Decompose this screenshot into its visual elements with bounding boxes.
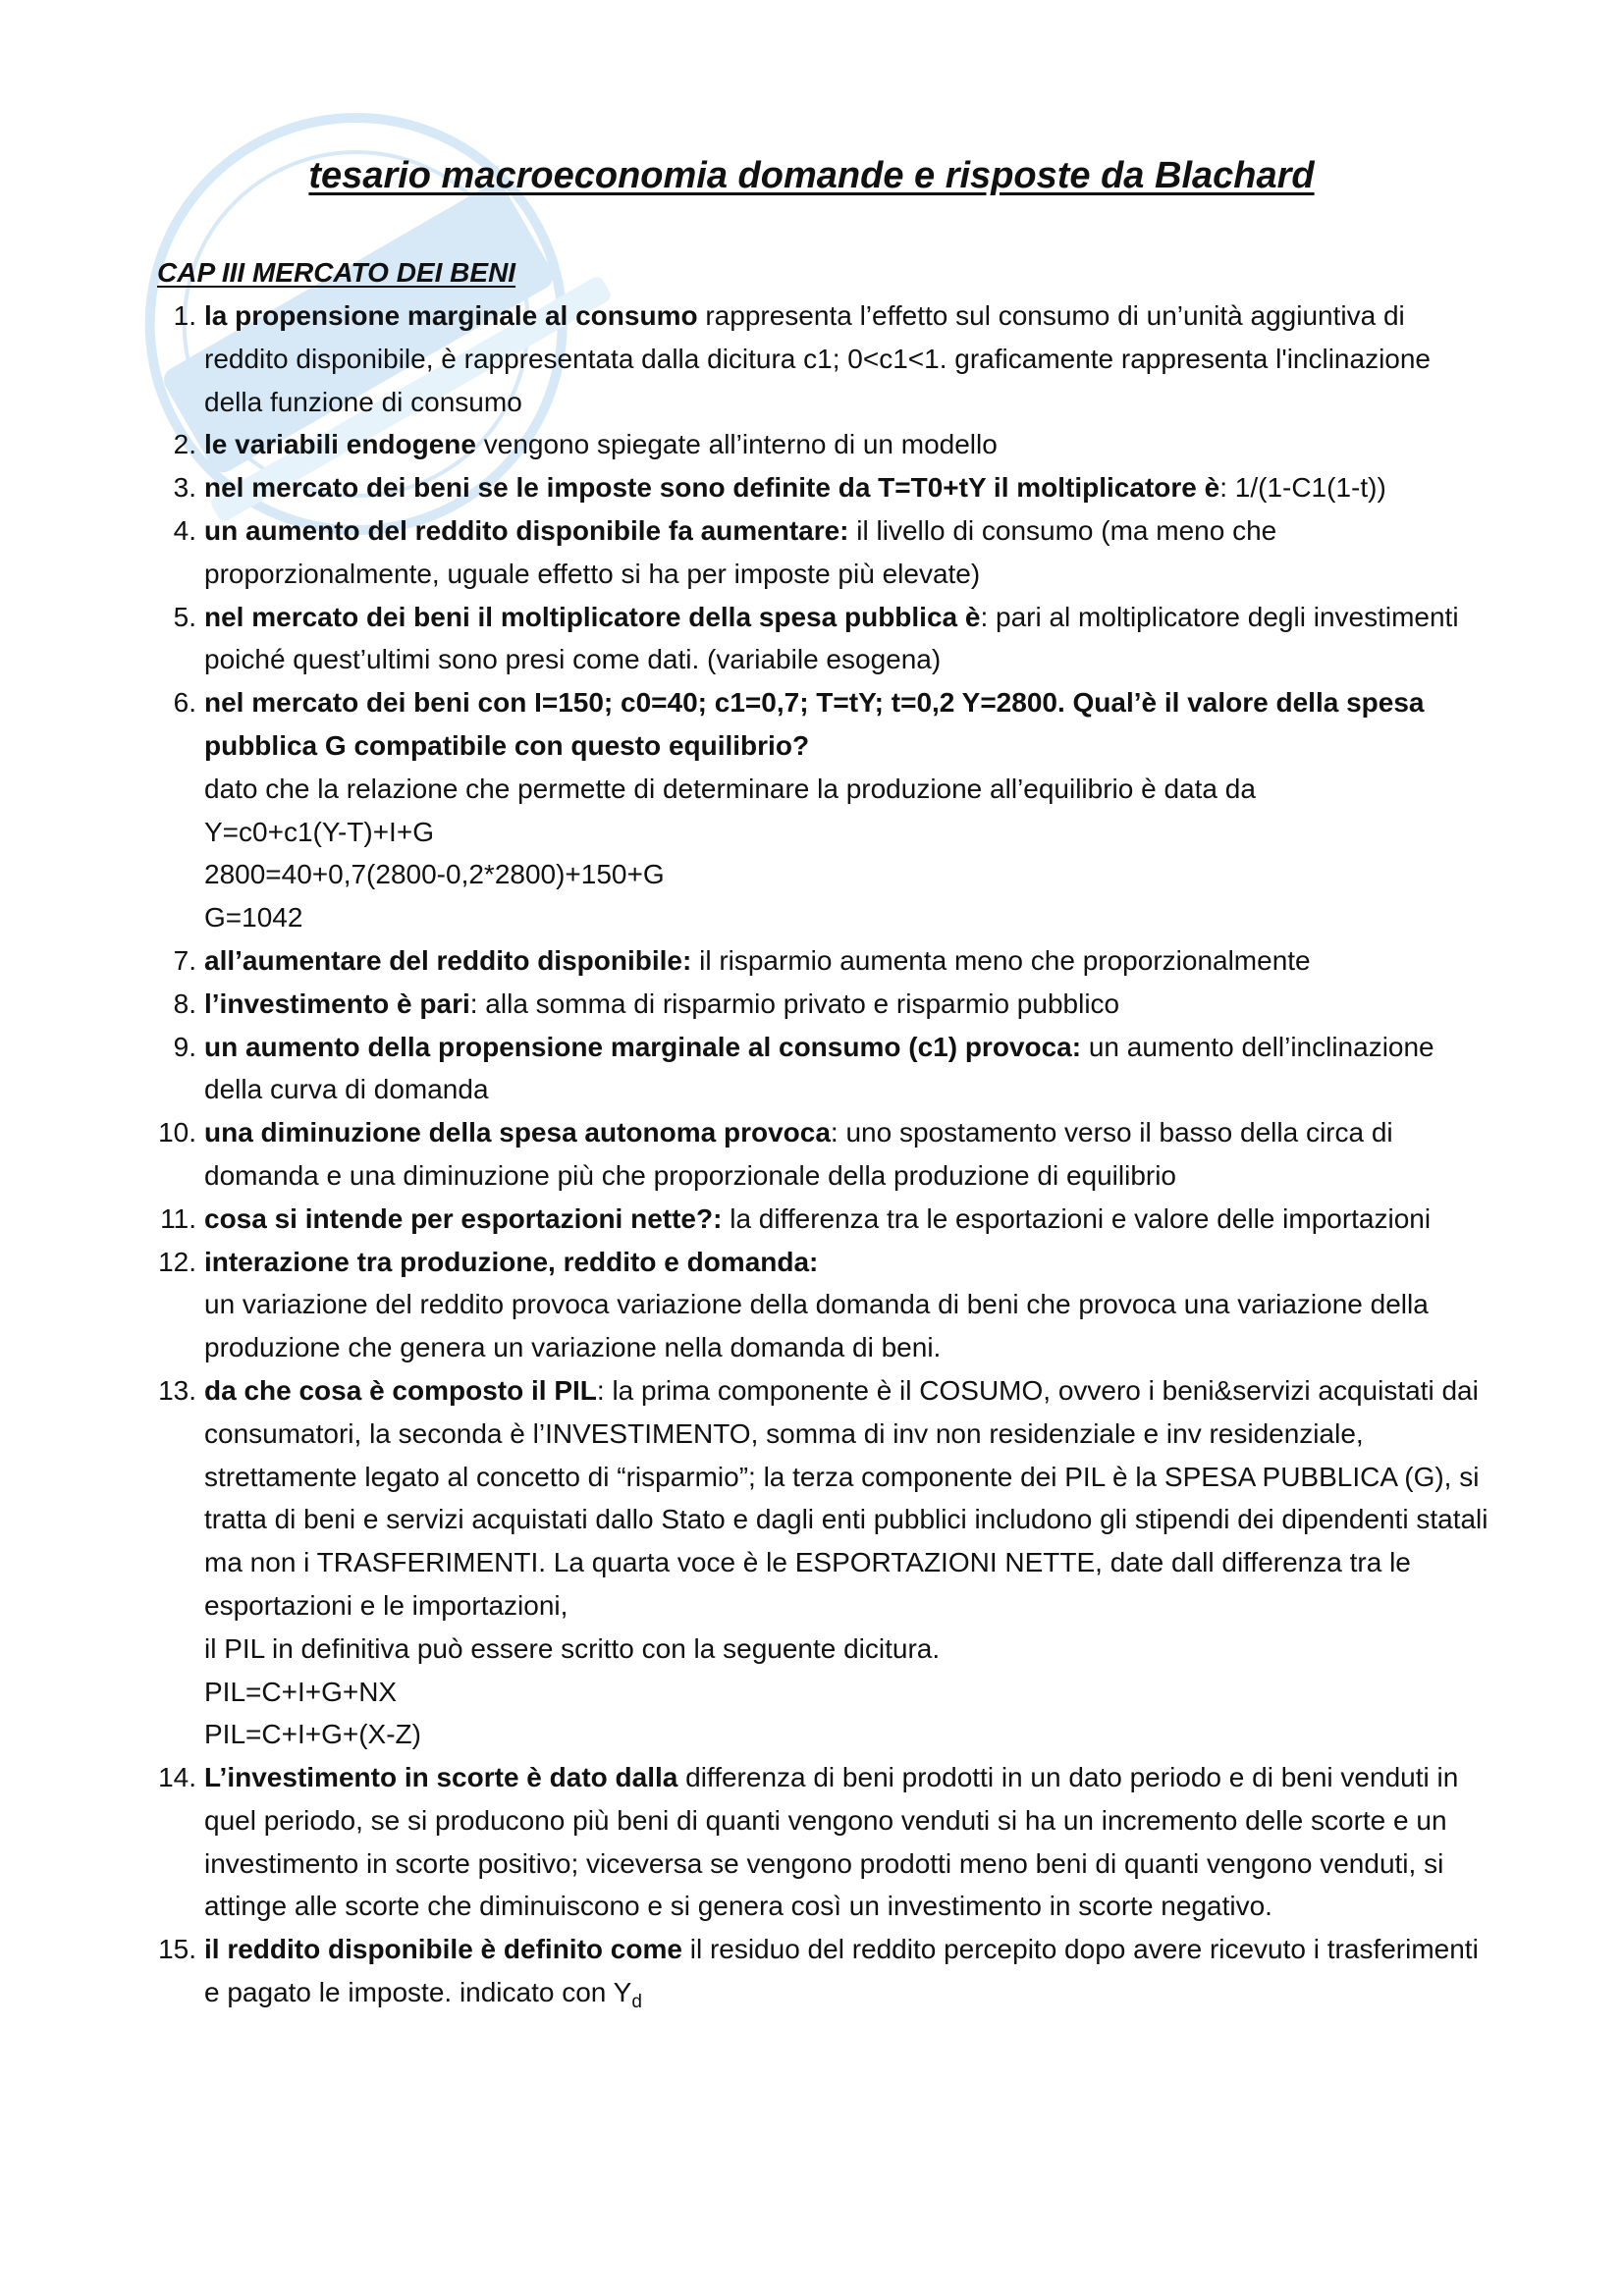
question-text: cosa si intende per esportazioni nette?: [204,1202,723,1234]
answer-line: un variazione del reddito provoca variazione della domanda di beni che provoca una variazione della produzione che genera un variazione nella domanda di beni. [204,1289,1429,1363]
formula-line: PIL=C+I+G+(X-Z) [204,1719,421,1750]
answer-text: rappresenta l’effetto sul consumo di un’unità aggiuntiva di reddito disponibile, è rappresentata dalla dicitura c1; 0<c1<1. graficamente rappresenta l'inclinazione della funzione di consumo [204,300,1432,417]
formula-line: G=1042 [204,902,303,934]
answer-text: : alla somma di risparmio privato e risparmio pubblico [469,988,1120,1019]
question-text: all’aumentare del reddito disponibile: [204,944,692,976]
list-item [157,294,1492,423]
answer-line: il PIL in definitiva può essere scritto con la seguente dicitura. [204,1632,941,1664]
question-text: L’investimento in scorte è dato dalla [204,1762,678,1793]
list-item [157,1198,1492,1241]
answer-text: : uno spostamento verso il basso della circa di domanda e una diminuzione più che proporzionale della produzione di equilibrio [204,1117,1393,1191]
question-text: un aumento del reddito disponibile fa aumentare: [204,514,849,546]
item-number: 15. [158,1934,196,1965]
item-number: 3. [173,472,196,504]
answer-text: : la prima componente è il COSUMO, ovvero i beni&servizi acquistati dai consumatori, la seconda è l’INVESTIMENTO, somma di inv non residenziale e inv residenziale, strettamente legato al concetto di “risparmio”; la terza componente dei PIL è la SPESA PUBBLICA (G), si tratta di beni e servizi acquistati dallo Stato e dagli enti pubblici includono gli stipendi dei dipendenti statali ma non i TRASFERIMENTI. La quarta voce è le ESPORTAZIONI NETTE, date dall differenza tra le esportazioni e le importazioni, [204,1374,1488,1621]
item-number: 4. [173,514,196,546]
list-item [157,1241,1492,1369]
list-item [157,1928,1492,2024]
question-text: le variabili endogene [204,429,476,460]
question-answer-list [157,294,1492,2024]
formula-line: 2800=40+0,7(2800-0,2*2800)+150+G [204,859,665,890]
item-number: 6. [173,687,196,719]
item-number: 8. [173,988,196,1019]
formula-line: PIL=C+I+G+NX [204,1676,398,1707]
question-text: interazione tra produzione, reddito e domanda: [204,1246,819,1277]
answer-text: : pari al moltiplicatore degli investimenti poiché quest’ultimi sono presi come dati. (variabile esogena) [204,601,1459,675]
list-item [157,596,1492,682]
document-title: tesario macroeconomia domande e risposte da Blachard [308,155,1315,196]
question-text: nel mercato dei beni con I=150; c0=40; c1=0,7; T=tY; t=0,2 Y=2800. Qual’è il valore della spesa pubblica G compatibile con questo equilibrio? [204,687,1425,761]
subscript-d: d [631,1992,642,2013]
question-text: da che cosa è composto il PIL [204,1374,597,1406]
list-item [157,983,1492,1026]
item-number: 9. [173,1031,196,1062]
answer-line: dato che la relazione che permette di determinare la produzione all’equilibrio è data da [204,773,1256,804]
list-item [157,939,1492,983]
question-text: una diminuzione della spesa autonoma provoca [204,1117,831,1148]
item-number: 5. [173,601,196,632]
item-number: 13. [158,1374,196,1406]
question-text: la propensione marginale al consumo [204,300,698,331]
question-text: un aumento della propensione marginale al consumo (c1) provoca: [204,1031,1082,1062]
answer-text: : 1/(1-C1(1-t)) [1219,472,1386,504]
formula-line: Y=c0+c1(Y-T)+I+G [204,816,434,847]
item-number: 2. [173,429,196,460]
list-item [157,1026,1492,1112]
item-number: 11. [160,1202,196,1234]
answer-text: differenza di beni prodotti in un dato periodo e di beni venduti in quel periodo, se si producono più beni di quanti vengono venduti si ha un incremento delle scorte e un investimento in scorte positivo; viceversa se vengono prodotti meno beni di quanti vengono venduti, si attinge alle scorte che diminuiscono e si genera così un investimento in scorte negativo. [204,1762,1459,1922]
answer-text: il residuo del reddito percepito dopo avere ricevuto i trasferimenti e pagato le imposte. indicato con Y [204,1934,1479,2008]
chapter-heading: CAP III MERCATO DEI BENI [157,257,516,288]
list-item [157,1369,1492,1756]
answer-text: il livello di consumo (ma meno che proporzionalmente, uguale effetto si ha per imposte più elevate) [204,514,1277,589]
list-item [157,466,1492,509]
question-text: l’investimento è pari [204,988,470,1019]
question-text: il reddito disponibile è definito come [204,1934,682,1965]
question-text: nel mercato dei beni se le imposte sono definite da T=T0+tY il moltiplicatore è [204,472,1220,504]
list-item [157,1756,1492,1928]
list-item [157,1111,1492,1198]
item-number: 12. [158,1246,196,1277]
item-number: 7. [173,944,196,976]
question-text: nel mercato dei beni il moltiplicatore della spesa pubblica è [204,601,981,632]
answer-text: la differenza tra le esportazioni e valore delle importazioni [722,1202,1432,1234]
answer-text: vengono spiegate all’interno di un modello [475,429,998,460]
answer-text: il risparmio aumenta meno che proporzionalmente [691,944,1311,976]
item-number: 1. [173,300,196,331]
list-item [157,423,1492,466]
answer-text: un aumento dell’inclinazione della curva di domanda [204,1031,1434,1105]
item-number: 10. [158,1117,196,1148]
list-item [157,509,1492,596]
item-number: 14. [158,1762,196,1793]
list-item [157,681,1492,939]
